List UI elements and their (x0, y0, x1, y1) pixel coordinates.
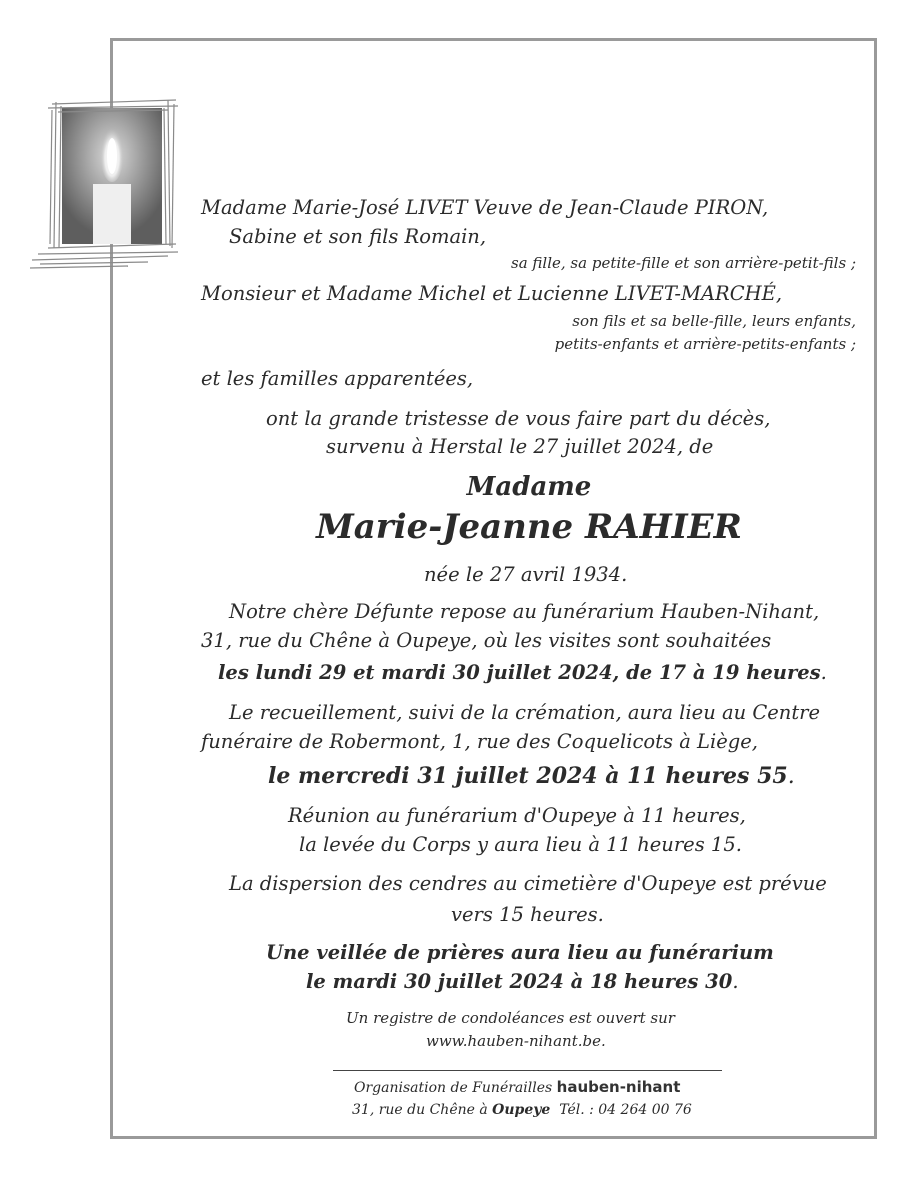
announcement-line-7: et les familles apparentées, (201, 367, 474, 390)
visits-line-2: 31, rue du Chêne à Oupeye, où les visites sont souhaitées (201, 629, 772, 652)
announcement-line-8: ont la grande tristesse de vous faire part du décès, (266, 407, 771, 430)
announcement-line-2: Sabine et son fils Romain, (229, 225, 487, 248)
footer-phone: Tél. : 04 264 00 76 (559, 1102, 692, 1118)
announcement-line-1: Madame Marie-José LIVET Veuve de Jean-Claude PIRON, (201, 196, 769, 219)
announcement-line-9: survenu à Herstal le 27 juillet 2024, de (326, 435, 714, 458)
register-line-1: Un registre de condoléances est ouvert sur (346, 1009, 675, 1027)
ceremony-line-1: Le recueillement, suivi de la crémation, aura lieu au Centre (229, 701, 821, 724)
ceremony-line-3: le mercredi 31 juillet 2024 à 11 heures 55. (268, 763, 795, 789)
ceremony-line-6: La dispersion des cendres au cimetière d'Oupeye est prévue (229, 872, 827, 895)
footer-divider (333, 1070, 722, 1071)
announcement-line-6: petits-enfants et arrière-petits-enfants ; (554, 335, 856, 353)
announcement-line-3: sa fille, sa petite-fille et son arrière-petit-fils ; (511, 254, 856, 272)
announcement-line-4: Monsieur et Madame Michel et Lucienne LIVET-MARCHÉ, (201, 282, 783, 305)
footer-organisation: Organisation de Funérailles hauben-nihant (354, 1078, 681, 1096)
register-website[interactable]: www.hauben-nihant.be. (426, 1032, 606, 1050)
deceased-title: Madame (466, 472, 592, 502)
candle-icon (28, 98, 184, 274)
ceremony-line-2: funéraire de Robermont, 1, rue des Coquelicots à Liège, (201, 730, 758, 753)
visits-line-1: Notre chère Défunte repose au funérarium Hauben-Nihant, (229, 600, 820, 623)
vigil-line-1: Une veillée de prières aura lieu au funérarium (266, 941, 774, 964)
footer-brand-logo: hauben-nihant (556, 1078, 681, 1096)
footer-address: 31, rue du Chêne à Oupeye Tél. : 04 264 00 76 (352, 1102, 692, 1118)
visits-line-3: les lundi 29 et mardi 30 juillet 2024, de 17 à 19 heures. (218, 661, 827, 684)
ceremony-line-5: la levée du Corps y aura lieu à 11 heures 15. (299, 833, 742, 856)
ceremony-line-4: Réunion au funérarium d'Oupeye à 11 heures, (288, 804, 746, 827)
vigil-line-2: le mardi 30 juillet 2024 à 18 heures 30. (306, 970, 739, 993)
deceased-name: Marie-Jeanne RAHIER (316, 507, 742, 547)
announcement-line-5: son fils et sa belle-fille, leurs enfants, (572, 312, 856, 330)
ceremony-line-7: vers 15 heures. (451, 903, 604, 926)
deceased-born: née le 27 avril 1934. (424, 563, 628, 586)
